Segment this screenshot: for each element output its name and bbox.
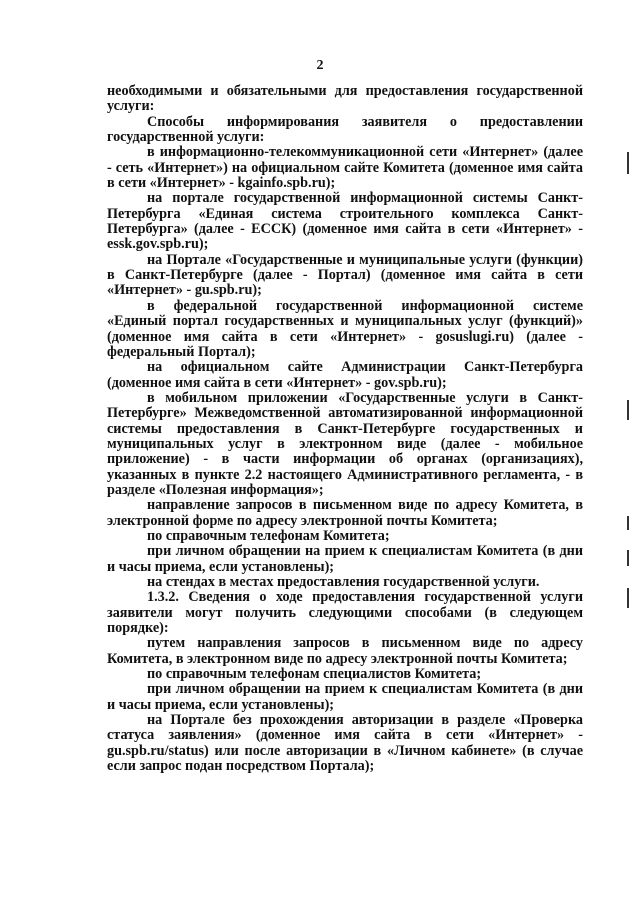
paragraph: Способы информирования заявителя о предоставлении государственной услуги: bbox=[107, 113, 583, 146]
paragraph: в информационно-телекоммуникационной сети «Интернет» (далее - сеть «Интернет») на официальном сайте Комитета (доменное имя сайта в сети «Интернет» - kgainfo.spb.ru); bbox=[107, 144, 583, 192]
paragraph: в мобильном приложении «Государственные услуги в Санкт-Петербурге» Межведомственной автоматизированной информационной системы предоставления в Санкт-Петербурге государственных и муниципальных услуг в электронном виде (далее - мобильное приложение) - в части информации об органах (организациях), указанных в пункте 2.2 настоящего Административного регламента, - в разделе «Полезная информация»; bbox=[107, 389, 583, 498]
scan-edge-mark bbox=[627, 550, 629, 566]
paragraph: на официальном сайте Администрации Санкт-Петербурга (доменное имя сайта в сети «Интернет» - gov.spb.ru); bbox=[107, 359, 583, 391]
paragraph: необходимыми и обязательными для предоставления государственной услуги: bbox=[107, 83, 583, 115]
paragraph: при личном обращении на прием к специалистам Комитета (в дни и часы приема, если установлены); bbox=[107, 681, 583, 713]
document-body bbox=[107, 84, 583, 774]
paragraph: в федеральной государственной информационной системе «Единый портал государственных и муниципальных услуг (функций)» (доменное имя сайта в сети «Интернет» - gosuslugi.ru) (далее - федеральный Портал); bbox=[107, 297, 583, 360]
scan-edge-mark bbox=[627, 516, 629, 530]
paragraph: при личном обращении на прием к специалистам Комитета (в дни и часы приема, если установлены); bbox=[107, 543, 583, 575]
paragraph: 1.3.2. Сведения о ходе предоставления государственной услуги заявители могут получить следующими способами (в следующем порядке): bbox=[107, 589, 583, 637]
scan-edge-mark bbox=[627, 400, 629, 420]
paragraph: путем направления запросов в письменном виде по адресу Комитета, в электронном виде по адресу электронной почты Комитета; bbox=[107, 635, 583, 667]
page-number: 2 bbox=[316, 58, 324, 73]
scan-edge-mark bbox=[627, 152, 629, 174]
paragraph: направление запросов в письменном виде по адресу Комитета, в электронной форме по адресу электронной почты Комитета; bbox=[107, 497, 583, 529]
paragraph: по справочным телефонам Комитета; bbox=[147, 527, 390, 544]
scan-edge-mark bbox=[627, 588, 629, 608]
paragraph: на стендах в местах предоставления государственной услуги. bbox=[147, 574, 540, 590]
paragraph: по справочным телефонам специалистов Комитета; bbox=[147, 666, 482, 683]
paragraph: на Портале без прохождения авторизации в разделе «Проверка статуса заявления» (доменное имя сайта в сети «Интернет» - gu.spb.ru/status) или после авторизации в «Личном кабинете» (в случае если запрос подан посредством Портала); bbox=[107, 712, 583, 775]
paragraph: на портале государственной информационной системы Санкт-Петербурга «Единая система строительного комплекса Санкт-Петербурга» (далее - ЕССК) (доменное имя сайта в сети «Интернет» - essk.gov.spb.ru); bbox=[107, 190, 583, 253]
paragraph: на Портале «Государственные и муниципальные услуги (функции) в Санкт-Петербурге (далее - Портал) (доменное имя сайта в сети «Интернет» - gu.spb.ru); bbox=[107, 251, 583, 299]
